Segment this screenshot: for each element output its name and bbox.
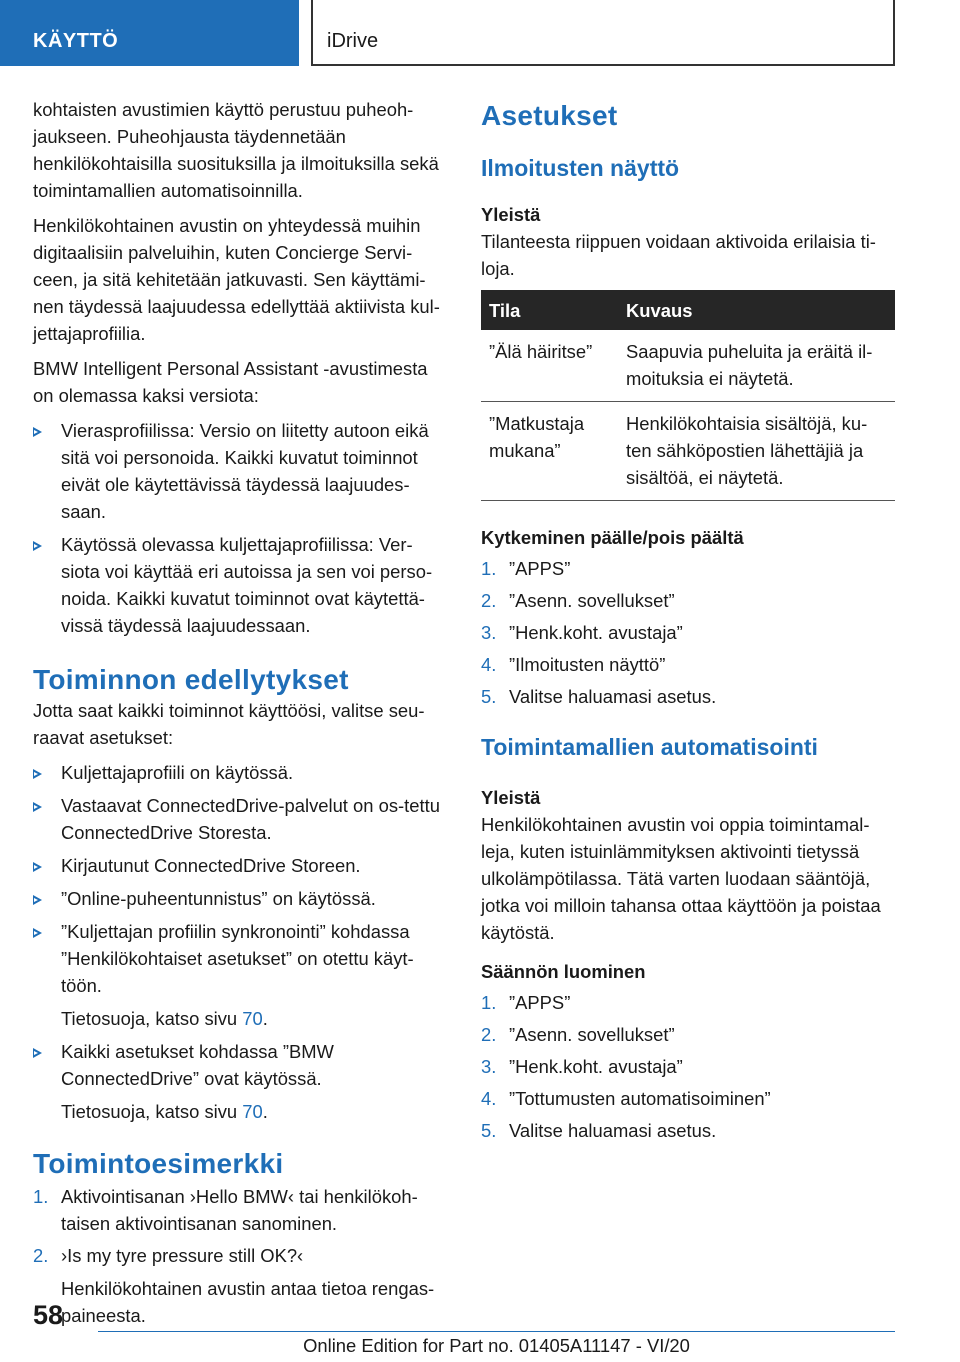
- left-column: [33, 96, 451, 1337]
- list-item: 2. ”Asenn. sovellukset”: [481, 587, 895, 614]
- list-item: 2. ”Asenn. sovellukset”: [481, 1021, 895, 1048]
- step-number: 1.: [481, 992, 497, 1013]
- list-item: Kirjautunut ConnectedDrive Storeen.: [33, 852, 451, 879]
- toggle-heading: Kytkeminen päälle/pois päältä: [481, 527, 744, 548]
- prereq-intro: Jotta saat kaikki toiminnot käyttöösi, valitse seu-raavat asetukset:: [33, 700, 425, 748]
- step-number: 3.: [481, 1056, 497, 1077]
- page-link[interactable]: 70: [242, 1101, 263, 1122]
- list-item: 5. Valitse haluamasi asetus.: [481, 1117, 895, 1144]
- automation-heading: Toimintamallien automatisointi: [481, 734, 818, 760]
- list-item: 5. Valitse haluamasi asetus.: [481, 683, 895, 710]
- list-item: 3. ”Henk.koht. avustaja”: [481, 1053, 895, 1080]
- table-row: [481, 402, 895, 501]
- toggle-steps: [481, 555, 895, 710]
- description-cell: Saapuvia puheluita ja eräitä il-moituksia ei näytetä.: [618, 330, 895, 402]
- step-result: Henkilökohtainen avustin antaa tietoa rengas-paineesta.: [61, 1278, 435, 1326]
- mode-cell: ”Matkustaja mukana”: [481, 402, 618, 501]
- step-number: 5.: [481, 686, 497, 707]
- bullet-triangle-icon: [33, 928, 42, 938]
- general-label: Yleistä: [481, 787, 541, 808]
- step-number: 4.: [481, 1088, 497, 1109]
- chapter-title: iDrive: [327, 30, 379, 52]
- right-column: [481, 96, 895, 1152]
- examples-heading: Toimintoesimerkki: [33, 1148, 284, 1179]
- modes-table: [481, 290, 895, 501]
- step-number: 1.: [481, 558, 497, 579]
- table-row: [481, 330, 895, 402]
- privacy-reference: Tietosuoja, katso sivu 70.: [61, 1101, 268, 1122]
- step-number: 3.: [481, 622, 497, 643]
- list-item: 1. ”APPS”: [481, 989, 895, 1016]
- rule-steps: [481, 989, 895, 1144]
- general-label: Yleistä: [481, 204, 541, 225]
- step-number: 1.: [33, 1186, 49, 1207]
- list-item: ”Kuljettajan profiilin synkronointi” kohdassa ”Henkilökohtaiset asetukset” on otettu käyt-töön. Tietosuoja, katso sivu 70.: [33, 918, 451, 1032]
- rule-heading: Säännön luominen: [481, 961, 646, 982]
- list-item: 1. ”APPS”: [481, 555, 895, 582]
- description-cell: Henkilökohtaisia sisältöjä, ku-ten sähköpostien lähettäjiä ja sisältöä, ei näytetä.: [618, 402, 895, 501]
- column-header: Kuvaus: [618, 290, 895, 330]
- intro-paragraph: kohtaisten avustimien käyttö perustuu puheoh-jaukseen. Puheohjausta täydennetään henkilökohtaisilla suosituksilla ja ilmoituksilla sekä toimintamallien automatisoinnilla.: [33, 99, 439, 201]
- section-tab: [0, 0, 299, 66]
- column-header: Tila: [481, 290, 618, 330]
- step-number: 2.: [481, 1024, 497, 1045]
- mode-cell: ”Älä häiritse”: [481, 330, 618, 402]
- services-paragraph: Henkilökohtainen avustin on yhteydessä muihin digitaalisiin palveluihin, kuten Concierge Servi-ceen, ja sitä kehitetään jatkuvasti. Sen käyttämi-nen täydessä laajuudessa edellyttää aktiivista kul-jettajaprofiilia.: [33, 215, 440, 344]
- bullet-triangle-icon: [33, 427, 42, 437]
- list-item: 1. Aktivointisanan ›Hello BMW‹ tai henkilökoh-taisen aktivointisanan sanominen.: [33, 1183, 451, 1237]
- footer-divider: [98, 1331, 895, 1332]
- bullet-triangle-icon: [33, 1048, 42, 1058]
- list-item: Käytössä olevassa kuljettajaprofiilissa: Ver-siota voi käyttää eri autoissa ja sen voi perso-noida. Kaikki kuvatut toiminnot ovat käytettä-vissä täydessä laajuudessaan.: [33, 531, 451, 639]
- list-item: Vastaavat ConnectedDrive-palvelut on os-tettu ConnectedDrive Storesta.: [33, 792, 451, 846]
- versions-list: [33, 417, 451, 639]
- bullet-triangle-icon: [33, 769, 42, 779]
- list-item: Kuljettajaprofiili on käytössä.: [33, 759, 451, 786]
- list-item: 2. ›Is my tyre pressure still OK?‹ Henkilökohtainen avustin antaa tietoa rengas-paineesta.: [33, 1242, 451, 1329]
- page-number: 58: [33, 1300, 64, 1330]
- list-item: 3. ”Henk.koht. avustaja”: [481, 619, 895, 646]
- prereq-heading: Toiminnon edellytykset: [33, 664, 349, 695]
- prereq-list: [33, 759, 451, 1125]
- list-item: Vierasprofiilissa: Versio on liitetty autoon eikä sitä voi personoida. Kaikki kuvatut toiminnot eivät ole käytettävissä täydessä laajuudes-saan.: [33, 417, 451, 525]
- notifications-heading: Ilmoitusten näyttö: [481, 155, 680, 181]
- privacy-reference: Tietosuoja, katso sivu 70.: [61, 1008, 268, 1029]
- step-number: 5.: [481, 1120, 497, 1141]
- table-header-row: [481, 290, 895, 330]
- bullet-triangle-icon: [33, 541, 42, 551]
- list-item: 4. ”Ilmoitusten näyttö”: [481, 651, 895, 678]
- list-item: ”Online-puheentunnistus” on käytössä.: [33, 885, 451, 912]
- chapter-tab: [311, 0, 895, 66]
- bullet-triangle-icon: [33, 895, 42, 905]
- notifications-intro: Tilanteesta riippuen voidaan aktivoida erilaisia ti-loja.: [481, 231, 876, 279]
- automation-intro: Henkilökohtainen avustin voi oppia toimintamal-leja, kuten istuinlämmityksen aktivointi tietyssä ulkolämpötilassa. Tätä varten luodaan sääntöjä, jotka voi milloin tahansa ottaa käyttöön ja poistaa käytöstä.: [481, 814, 881, 943]
- step-number: 2.: [33, 1245, 49, 1266]
- step-number: 4.: [481, 654, 497, 675]
- section-title: KÄYTTÖ: [33, 30, 119, 52]
- step-number: 2.: [481, 590, 497, 611]
- examples-list: [33, 1183, 451, 1329]
- footer-edition: Online Edition for Part no. 01405A11147 - VI/20: [303, 1335, 690, 1356]
- list-item: 4. ”Tottumusten automatisoiminen”: [481, 1085, 895, 1112]
- settings-heading: Asetukset: [481, 100, 618, 131]
- versions-intro: BMW Intelligent Personal Assistant ‑avustimesta on olemassa kaksi versiota:: [33, 358, 428, 406]
- list-item: Kaikki asetukset kohdassa ”BMW ConnectedDrive” ovat käytössä. Tietosuoja, katso sivu 70.: [33, 1038, 451, 1125]
- bullet-triangle-icon: [33, 802, 42, 812]
- page-link[interactable]: 70: [242, 1008, 263, 1029]
- bullet-triangle-icon: [33, 862, 42, 872]
